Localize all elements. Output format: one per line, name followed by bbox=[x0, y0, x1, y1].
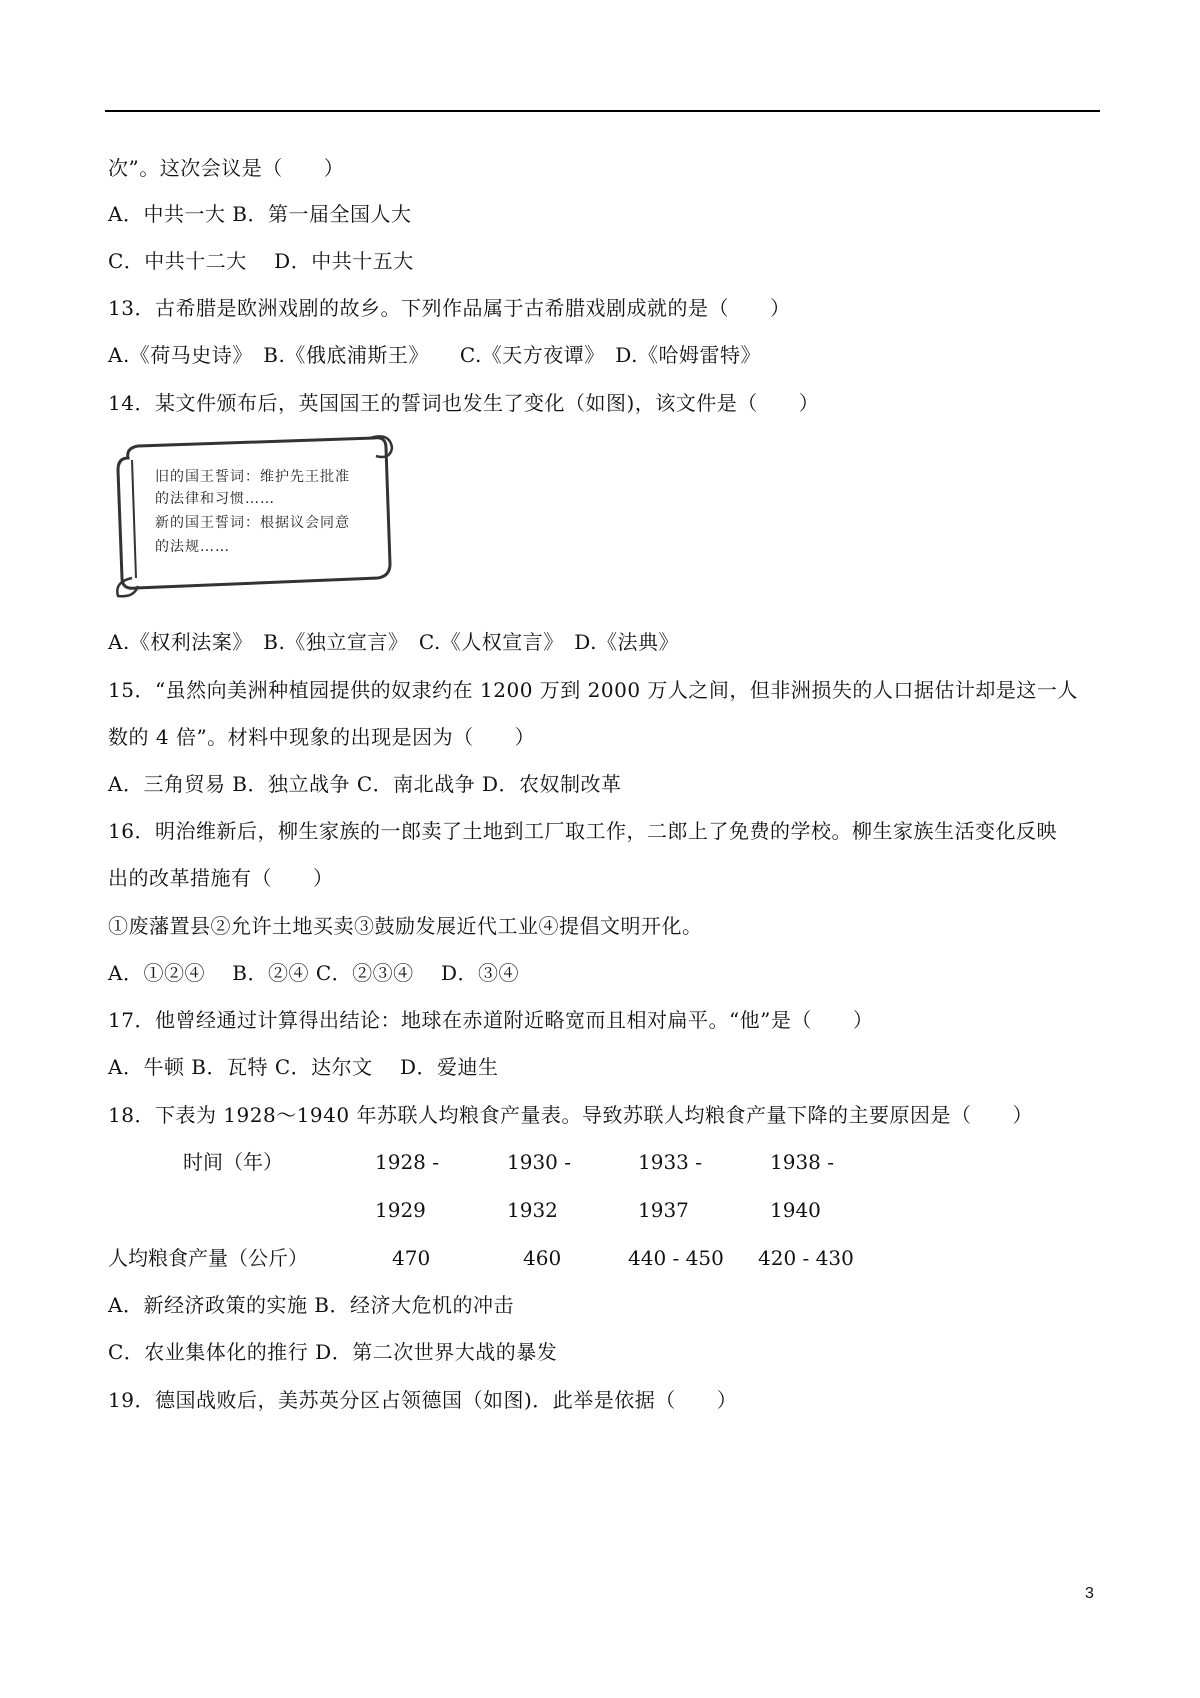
answer-options: A．牛顿 B．瓦特 C．达尔文 D．爱迪生 bbox=[108, 1055, 499, 1079]
table-cell: 420 - 430 bbox=[758, 1246, 854, 1270]
table-cell: 1933 - bbox=[638, 1150, 703, 1174]
table-cell: 460 bbox=[523, 1246, 562, 1270]
question-text: 数的 4 倍”。材料中现象的出现是因为（ ） bbox=[108, 725, 536, 749]
question-text: ①废藩置县②允许土地买卖③鼓励发展近代工业④提倡文明开化。 bbox=[108, 914, 703, 938]
scroll-text-line: 旧的国王誓词：维护先王批准 bbox=[155, 469, 350, 485]
scroll-icon bbox=[108, 428, 408, 598]
answer-options: A.《荷马史诗》 B.《俄底浦斯王》 C.《天方夜谭》 D.《哈姆雷特》 bbox=[108, 343, 761, 367]
answer-options: C．农业集体化的推行 D．第二次世界大战的暴发 bbox=[108, 1340, 558, 1364]
question-text: 15．“虽然向美洲种植园提供的奴隶约在 1200 万到 2000 万人之间，但非洲损失的人口据估计却是这一人 bbox=[108, 678, 1078, 702]
table-cell: 1930 - bbox=[507, 1150, 572, 1174]
table-cell: 1932 bbox=[507, 1198, 558, 1222]
header-rule bbox=[105, 110, 1100, 112]
question-text: 17．他曾经通过计算得出结论：地球在赤道附近略宽而且相对扁平。“他”是（ ） bbox=[108, 1008, 874, 1032]
answer-options: A．中共一大 B．第一届全国人大 bbox=[108, 202, 412, 226]
answer-options: C．中共十二大 D．中共十五大 bbox=[108, 249, 414, 273]
table-cell: 1937 bbox=[638, 1198, 689, 1222]
table-cell: 440 - 450 bbox=[628, 1246, 724, 1270]
table-cell: 1928 - bbox=[375, 1150, 440, 1174]
oath-scroll-figure bbox=[108, 428, 408, 598]
table-row-header: 时间（年） bbox=[183, 1150, 283, 1174]
table-row-header: 人均粮食产量（公斤） bbox=[108, 1246, 308, 1270]
answer-options: A.《权利法案》 B.《独立宣言》 C.《人权宣言》 D.《法典》 bbox=[108, 630, 679, 654]
scroll-text-line: 的法律和习惯…… bbox=[155, 491, 275, 507]
scroll-text-line: 的法规…… bbox=[155, 539, 230, 555]
answer-options: A．新经济政策的实施 B．经济大危机的冲击 bbox=[108, 1293, 514, 1317]
table-cell: 1940 bbox=[770, 1198, 821, 1222]
table-cell: 470 bbox=[392, 1246, 431, 1270]
page-number: 3 bbox=[1085, 1585, 1094, 1602]
question-text: 19．德国战败后，美苏英分区占领德国（如图)．此举是依据（ ） bbox=[108, 1388, 738, 1412]
table-cell: 1938 - bbox=[770, 1150, 835, 1174]
scroll-text-line: 新的国王誓词：根据议会同意 bbox=[155, 515, 350, 531]
answer-options: A．①②④ B．②④ C．②③④ D．③④ bbox=[108, 961, 520, 985]
question-text: 18．下表为 1928～1940 年苏联人均粮食产量表。导致苏联人均粮食产量下降的主要原因是（ ） bbox=[108, 1103, 1033, 1127]
question-text: 13．古希腊是欧洲戏剧的故乡。下列作品属于古希腊戏剧成就的是（ ） bbox=[108, 296, 791, 320]
question-text: 14．某文件颁布后，英国国王的誓词也发生了变化（如图)，该文件是（ ） bbox=[108, 391, 820, 415]
answer-options: A．三角贸易 B．独立战争 C．南北战争 D．农奴制改革 bbox=[108, 772, 622, 796]
question-text: 16．明治维新后，柳生家族的一郎卖了土地到工厂取工作，二郎上了免费的学校。柳生家族生活变化反映 bbox=[108, 819, 1057, 843]
question-text: 出的改革措施有（ ） bbox=[108, 866, 334, 890]
question-text: 次”。这次会议是（ ） bbox=[108, 156, 345, 180]
table-cell: 1929 bbox=[375, 1198, 426, 1222]
